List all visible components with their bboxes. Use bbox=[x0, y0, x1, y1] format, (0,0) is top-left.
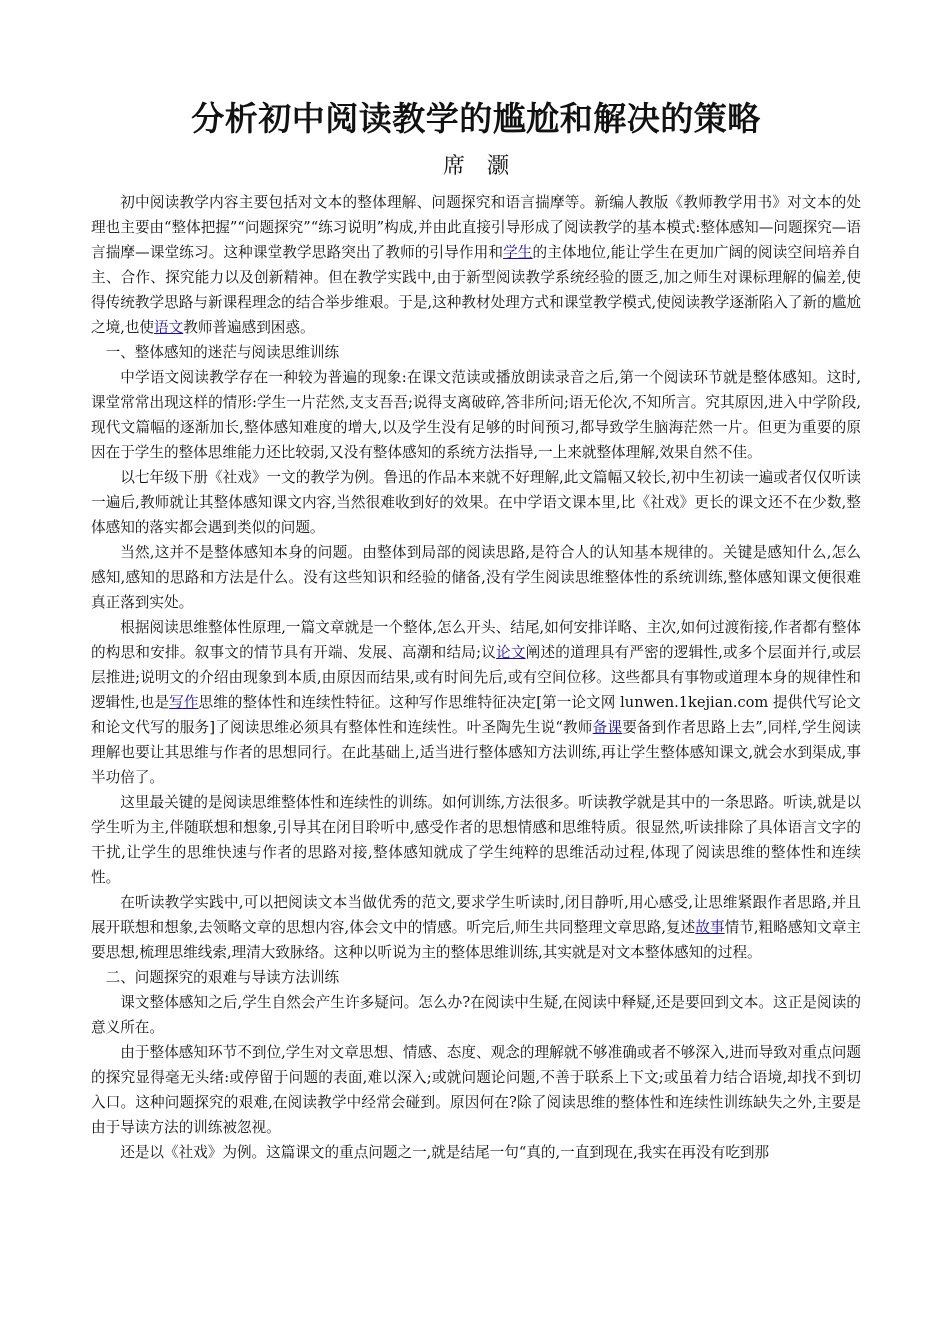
link-xiezuo[interactable]: 写作 bbox=[169, 694, 199, 711]
document-title: 分析初中阅读教学的尴尬和解决的策略 bbox=[191, 99, 761, 138]
paragraph-9: 由于整体感知环节不到位,学生对文章思想、情感、态度、观念的理解就不够准确或者不够深入,进而导致对重点问题的探究显得毫无头绪:或停留于问题的表面,难以深入;或就问题论问题,不善于联系上下文;或虽着力结合语境,却找不到切入口。这种问题探究的艰难,在阅读教学中经常会碰到。原因何在?除了阅读思维的整体性和连续性训练缺失之外,主要是由于导读方法的训练被忽视。 bbox=[91, 1044, 861, 1136]
paragraph-5-text-d: 要备到作者思路上去”,同样,学生阅读理解也要让其思维与作者的思想同行。在此基础上,适当进行整体感知方法训练,再让学生整体感知课文,就会水到渠成,事半功倍了。 bbox=[91, 719, 861, 786]
paragraph-5 bbox=[91, 615, 861, 790]
paragraph-1-text-a: 初中阅读教学内容主要包括对文本的整体理解、问题探究和语言揣摩等。新编人教版《教师教学用书》对文本的处理也主要由“整体把握”“问题探究”“练习说明”构成,并由此直接引导形成了阅读教学的基本模式:整体感知—问题探究—语言揣摩—课堂练习。这种课堂教学思路突出了教师的引导作用和 bbox=[91, 194, 861, 261]
paragraph-2: 中学语文阅读教学存在一种较为普遍的现象:在课文范读或播放朗读录音之后,第一个阅读环节就是整体感知。这时,课堂常常出现这样的情形:学生一片茫然,支支吾吾;说得支离破碎,答非所问;语无伦次,不知所言。究其原因,进入中学阶段,现代文篇幅的逐渐加长,整体感知难度的增大,以及学生没有足够的时间预习,都导致学生脑海茫然一片。但更为重要的原因在于学生的整体思维能力还比较弱,又没有整体感知的系统方法指导,一上来就整体理解,效果自然不佳。 bbox=[91, 369, 861, 461]
paragraph-1-text-c: 教师普遍感到困惑。 bbox=[183, 319, 315, 336]
paragraph-5-text-c: 思维的整体性和连续性特征。这种写作思维特征决定[第一论文网 lunwen.1kejian.com 提供代写论文和论文代写的服务]了阅读思维必须具有整体性和连续性。叶圣陶先生说“教师 bbox=[91, 694, 861, 736]
paragraph-1-text-b: 的主体地位,能让学生在更加广阔的阅读空间培养自主、合作、探究能力以及创新精神。但在教学实践中,由于新型阅读教学系统经验的匮乏,加之师生对课标理解的偏差,使得传统教学思路与新课程理念的结合举步维艰。于是,这种教材处理方式和课堂教学模式,使阅读教学逐渐陷入了新的尴尬之境,也使 bbox=[91, 244, 861, 336]
section-heading-2: 二、问题探究的艰难与导读方法训练 bbox=[105, 969, 340, 986]
paragraph-7-text-a: 在听读教学实践中,可以把阅读文本当做优秀的范文,要求学生听读时,闭目静听,用心感受,让思维紧跟作者思路,并且展开联想和想象,去领略文章的思想内容,体会文中的情感。听完后,师生共同整理文章思路,复述 bbox=[91, 894, 861, 936]
paragraph-4: 当然,这并不是整体感知本身的问题。由整体到局部的阅读思路,是符合人的认知基本规律的。关键是感知什么,怎么感知,感知的思路和方法是什么。没有这些知识和经验的储备,没有学生阅读思维整体性的系统训练,整体感知课文便很难真正落到实处。 bbox=[91, 544, 861, 611]
paragraph-7-text-b: 情节,粗略感知文章主要思想,梳理思维线索,理清大致脉络。这种以听说为主的整体思维训练,其实就是对文本整体感知的过程。 bbox=[91, 919, 861, 961]
paragraph-5-text-a: 根据阅读思维整体性原理,一篇文章就是一个整体,怎么开头、结尾,如何安排详略、主次,如何过渡衔接,作者都有整体的构思和安排。叙事文的情节具有开端、发展、高潮和结局;议 bbox=[91, 619, 861, 661]
paragraph-1 bbox=[91, 190, 861, 340]
link-gushi[interactable]: 故事 bbox=[695, 919, 725, 936]
document-page bbox=[91, 96, 861, 1165]
author-name: 席 灏 bbox=[442, 154, 509, 179]
link-beike[interactable]: 备课 bbox=[592, 719, 623, 736]
paragraph-3: 以七年级下册《社戏》一文的教学为例。鲁迅的作品本来就不好理解,此文篇幅又较长,初中生初读一遍或者仅仅听读一遍后,教师就让其整体感知课文内容,当然很难收到好的效果。在中学语文课本里,比《社戏》更长的课文还不在少数,整体感知的落实都会遇到类似的问题。 bbox=[91, 469, 861, 536]
paragraph-7 bbox=[91, 890, 861, 965]
paragraph-10: 还是以《社戏》为例。这篇课文的重点问题之一,就是结尾一句“真的,一直到现在,我实在再没有吃到那 bbox=[120, 1144, 770, 1161]
link-xuesheng[interactable]: 学生 bbox=[503, 244, 533, 261]
link-lunwen[interactable]: 论文 bbox=[496, 644, 526, 661]
paragraph-5-text-b: 阐述的道理具有严密的逻辑性,或多个层面并行,或层层推进;说明文的介绍由现象到本质,由原因而结果,或有时间先后,或有空间位移。这些都具有事物或道理本身的规律性和逻辑性,也是 bbox=[91, 644, 861, 711]
document-body bbox=[91, 190, 861, 1165]
paragraph-6: 这里最关键的是阅读思维整体性和连续性的训练。如何训练,方法很多。听读教学就是其中的一条思路。听读,就是以学生听为主,伴随联想和想象,引导其在闭目聆听中,感受作者的思想情感和思维特质。很显然,听读排除了具体语言文字的干扰,让学生的思维快速与作者的思路对接,整体感知就成了学生纯粹的思维活动过程,体现了阅读思维的整体性和连续性。 bbox=[91, 794, 861, 886]
link-yuwen[interactable]: 语文 bbox=[154, 319, 184, 336]
section-heading-1: 一、整体感知的迷茫与阅读思维训练 bbox=[105, 344, 340, 361]
paragraph-8: 课文整体感知之后,学生自然会产生许多疑问。怎么办?在阅读中生疑,在阅读中释疑,还是要回到文本。这正是阅读的意义所在。 bbox=[91, 994, 861, 1036]
